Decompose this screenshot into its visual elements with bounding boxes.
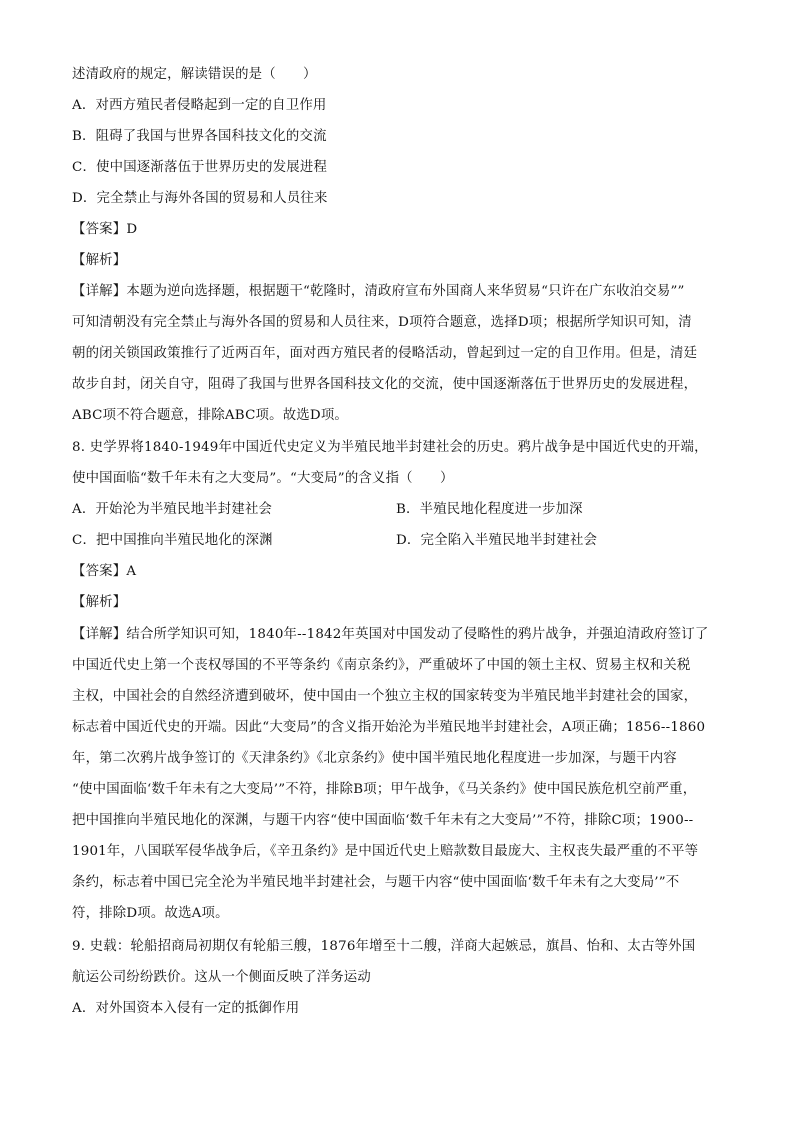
q7-option-d: D．完全禁止与海外各国的贸易和人员往来 xyxy=(72,191,328,206)
q8-detail-line-9: 条约，标志着中国已完全沦为半殖民地半封建社会，与题干内容“使中国面临‘数千年未有之大变局’”不 xyxy=(72,875,680,890)
q8-detail-line-5: 年，第二次鸦片战争签订的《天津条约》《北京条约》使中国半殖民地化程度进一步加深，与题干内容 xyxy=(72,751,677,766)
q7-answer: 【答案】D xyxy=(72,222,138,237)
q7-stem-tail: 述清政府的规定，解读错误的是（ ） xyxy=(72,67,317,82)
q8-detail-line-7: 把中国推向半殖民地化的深渊，与题干内容“使中国面临‘数千年未有之大变局’”不符，排除C项；1900-- xyxy=(72,813,694,828)
q7-detail-line-5: ABC项不符合题意，排除ABC项。故选D项。 xyxy=(72,408,349,423)
q7-detail-line-4: 故步自封，闭关自守，阻碍了我国与世界各国科技文化的交流，使中国逐渐落伍于世界历史的发展进程， xyxy=(72,377,698,392)
q8-answer: 【答案】A xyxy=(72,564,137,579)
q8-analysis-label: 【解析】 xyxy=(72,595,127,610)
q7-detail-line-1: 【详解】本题为逆向选择题，根据题干“乾隆时，清政府宣布外国商人来华贸易“只许在广东收泊交易”” xyxy=(72,284,685,299)
q8-detail-line-2: 中国近代史上第一个丧权辱国的不平等条约《南京条约》，严重破坏了中国的领土主权、贸易主权和关税 xyxy=(72,658,691,673)
q9-stem-line-2: 航运公司纷纷跌价。这从一个侧面反映了洋务运动 xyxy=(72,970,371,985)
q8-option-d: D．完全陷入半殖民地半封建社会 xyxy=(396,533,598,548)
q8-detail-line-4: 标志着中国近代史的开端。因此“大变局”的含义指开始沦为半殖民地半封建社会，A项正确；1856--1860 xyxy=(72,720,706,735)
q8-option-c: C．把中国推向半殖民地化的深渊 xyxy=(72,533,273,548)
q8-detail-line-8: 1901年，八国联军侵华战争后，《辛丑条约》是中国近代史上赔款数目最庞大、主权丧失最严重的不平等 xyxy=(72,844,699,859)
q7-analysis-label: 【解析】 xyxy=(72,253,127,268)
q7-option-b: B．阻碍了我国与世界各国科技文化的交流 xyxy=(72,129,327,144)
q7-option-a: A．对西方殖民者侵略起到一定的自卫作用 xyxy=(72,98,327,113)
q7-option-c: C．使中国逐渐落伍于世界历史的发展进程 xyxy=(72,160,328,175)
q8-detail-line-6: “使中国面临‘数千年未有之大变局’”不符，排除B项；甲午战争，《马关条约》使中国民族危机空前严重， xyxy=(72,782,697,797)
q8-stem-line-1: 8. 史学界将1840-1949年中国近代史定义为半殖民地半封建社会的历史。鸦片战争是中国近代史的开端， xyxy=(72,440,708,455)
q8-detail-line-3: 主权，中国社会的自然经济遭到破坏，使中国由一个独立主权的国家转变为半殖民地半封建社会的国家， xyxy=(72,689,698,704)
q9-option-a: A．对外国资本入侵有一定的抵御作用 xyxy=(72,1001,300,1016)
q9-stem-line-1: 9. 史载：轮船招商局初期仅有轮船三艘，1876年增至十二艘，洋商大起嫉忌，旗昌、怡和、太古等外国 xyxy=(72,939,696,954)
q8-stem-line-2: 使中国面临“数千年未有之大变局”。“大变局”的含义指（ ） xyxy=(72,471,454,486)
q8-detail-line-10: 符，排除D项。故选A项。 xyxy=(72,906,229,921)
q7-detail-line-2: 可知清朝没有完全禁止与海外各国的贸易和人员往来，D项符合题意，选择D项；根据所学知识可知，清 xyxy=(72,315,692,330)
q8-option-b: B．半殖民地化程度进一步加深 xyxy=(396,502,583,517)
q8-detail-line-1: 【详解】结合所学知识可知，1840年--1842年英国对中国发动了侵略性的鸦片战争，并强迫清政府签订了 xyxy=(72,627,709,642)
q8-option-a: A．开始沦为半殖民地半封建社会 xyxy=(72,502,273,517)
q7-detail-line-3: 朝的闭关锁国政策推行了近两百年，面对西方殖民者的侵略活动，曾起到过一定的自卫作用。但是，清廷 xyxy=(72,346,698,361)
